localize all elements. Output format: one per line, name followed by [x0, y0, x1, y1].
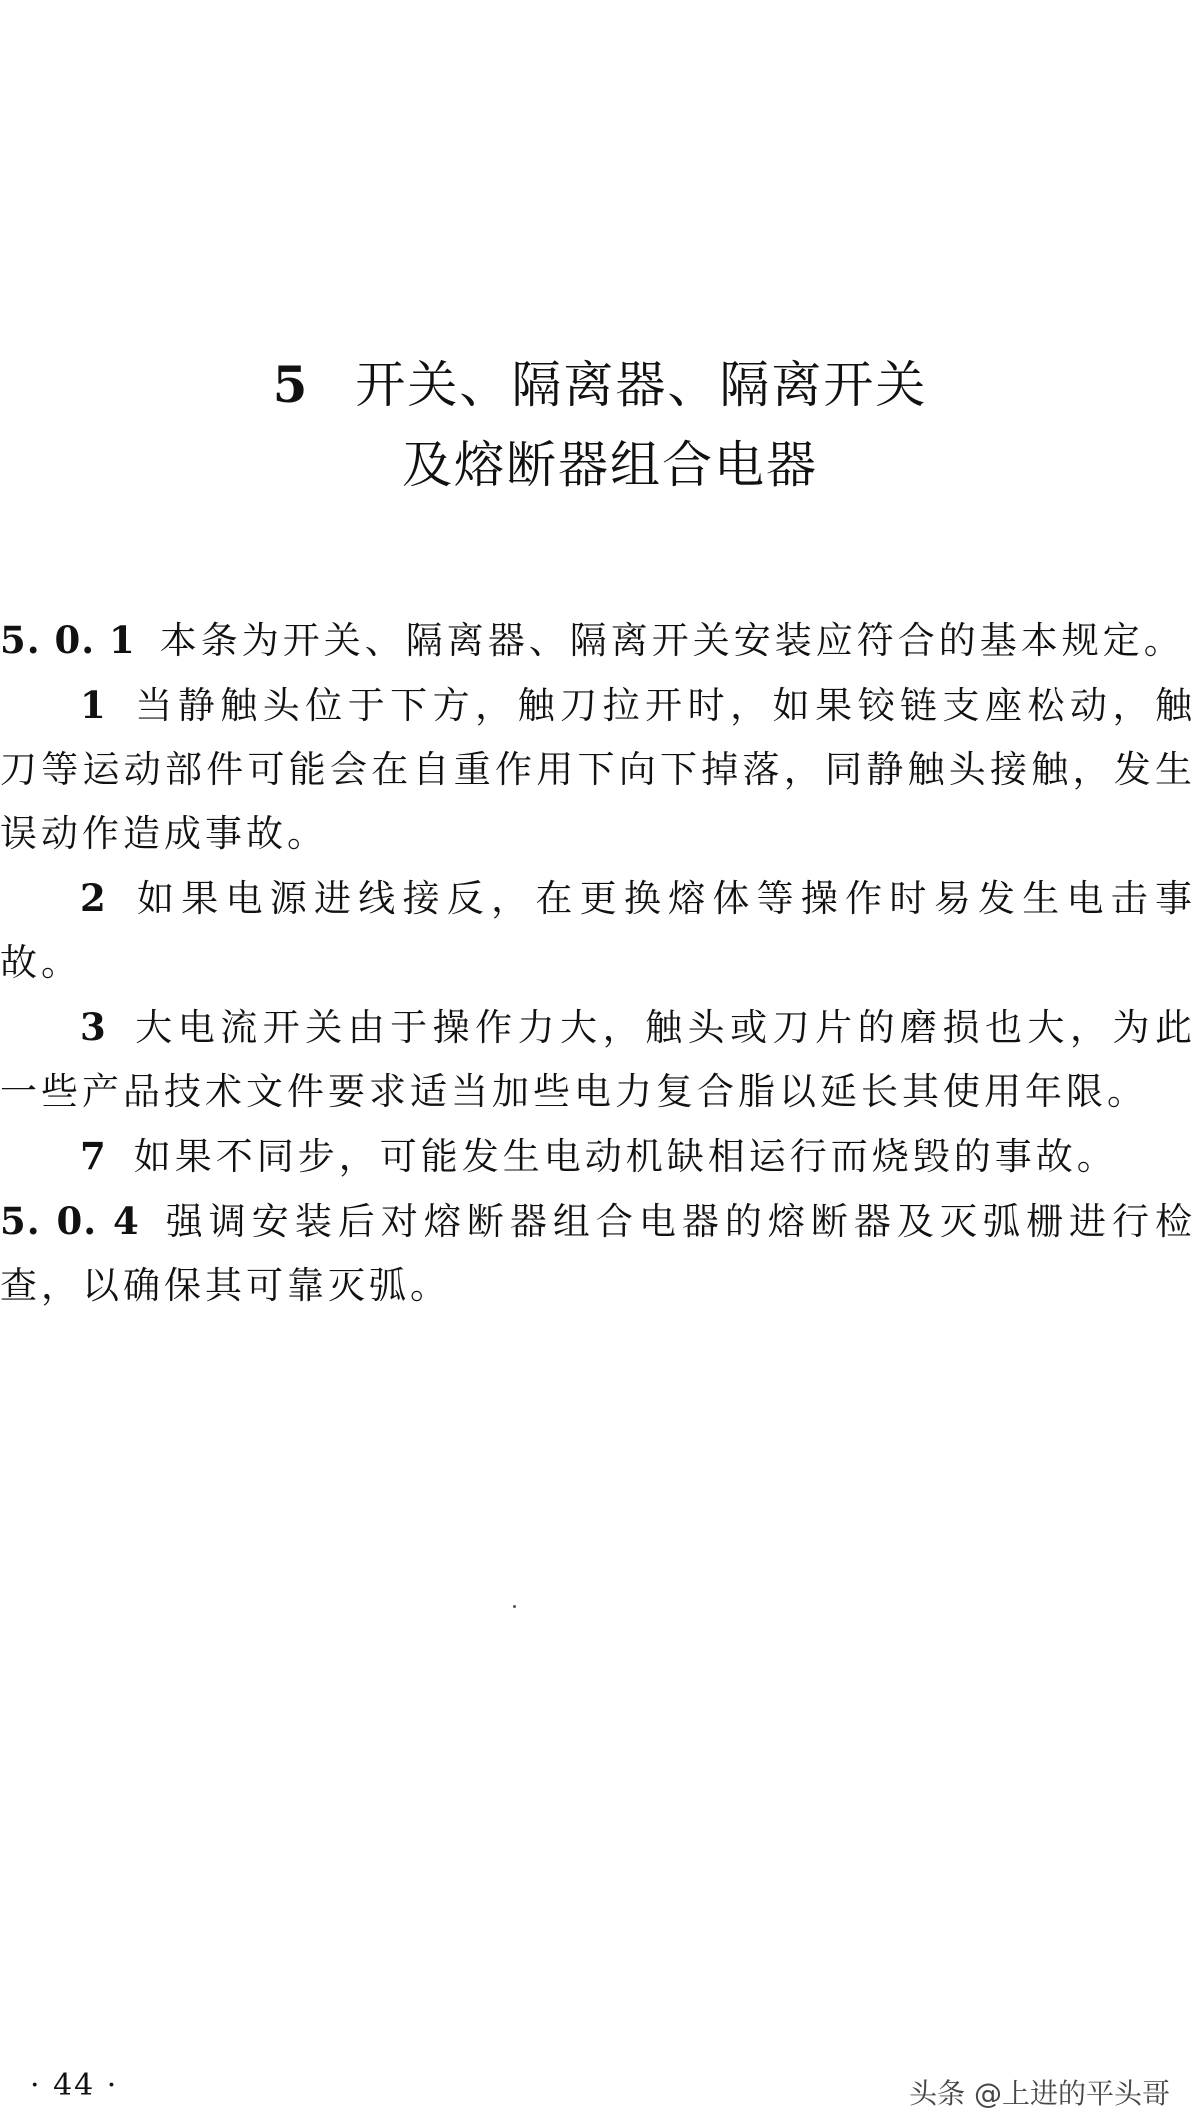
item-paragraph [0, 866, 1196, 995]
page-number: · 44 · [30, 2068, 119, 2103]
item-text: 如果电源进线接反，在更换熔体等操作时易发生电击事故。 [0, 877, 1196, 984]
chapter-title-line1: 开关、隔离器、隔离开关 [355, 356, 928, 414]
chapter-title-line2: 及熔断器组合电器 [402, 436, 818, 494]
item-number: 7 [80, 1134, 110, 1178]
stray-dot [513, 1605, 516, 1608]
item-text: 当静触头位于下方，触刀拉开时，如果铰链支座松动，触刀等运动部件可能会在自重作用下向下掉落，同静触头接触，发生误动作造成事故。 [0, 684, 1196, 855]
item-number: 1 [80, 683, 110, 727]
clause-number: 5. 0. 1 [0, 618, 136, 662]
clause-text: 本条为开关、隔离器、隔离开关安装应符合的基本规定。 [159, 619, 1185, 662]
clause-text: 强调安装后对熔断器组合电器的熔断器及灭弧栅进行检查，以确保其可靠灭弧。 [0, 1200, 1196, 1307]
chapter-title [0, 345, 1200, 505]
clause-paragraph [0, 608, 1196, 673]
item-number: 2 [80, 876, 110, 920]
item-paragraph [0, 673, 1196, 866]
watermark: 头条 @上进的平头哥 [909, 2077, 1170, 2110]
item-paragraph [0, 995, 1196, 1124]
body-text [0, 608, 1196, 1318]
item-text: 大电流开关由于操作力大，触头或刀片的磨损也大，为此一些产品技术文件要求适当加些电力复合脂以延长其使用年限。 [0, 1006, 1196, 1113]
item-text: 如果不同步，可能发生电动机缺相运行而烧毁的事故。 [133, 1135, 1118, 1178]
clause-paragraph [0, 1189, 1196, 1318]
item-number: 3 [80, 1005, 110, 1049]
item-paragraph [0, 1124, 1196, 1189]
clause-number: 5. 0. 4 [0, 1199, 140, 1243]
chapter-number: 5 [272, 355, 310, 414]
